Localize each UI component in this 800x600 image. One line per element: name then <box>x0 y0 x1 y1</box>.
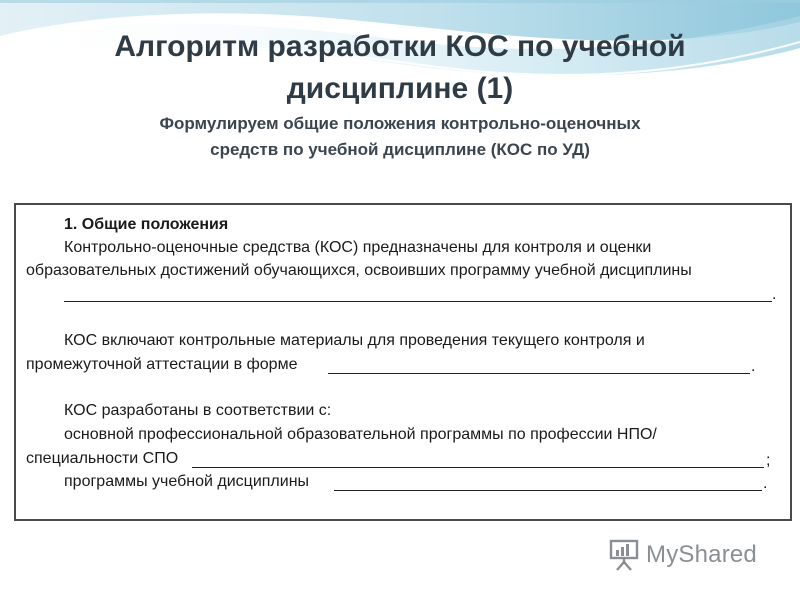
slide-subtitle <box>0 111 800 163</box>
slide-subtitle-line-1: Формулируем общие положения контрольно-оценочных <box>159 114 641 133</box>
fill-in-blank-2 <box>328 373 750 374</box>
watermark-text: MyShared <box>646 541 757 568</box>
slide-title <box>0 26 800 110</box>
paragraph-3-line-3-end: ; <box>766 452 771 469</box>
paragraph-3-line-4-end: . <box>763 475 768 492</box>
paragraph-3-line-4: программы учебной дисциплины <box>64 473 310 490</box>
document-excerpt <box>14 203 792 521</box>
slide-title-line-2: дисциплине (1) <box>286 72 514 105</box>
paragraph-2-line-1: КОС включают контрольные материалы для проведения текущего контроля и <box>64 332 645 349</box>
paragraph-2-line-2: промежуточной аттестации в форме <box>26 356 298 373</box>
paragraph-2-end: . <box>751 358 756 375</box>
paragraph-1-line-1: Контрольно-оценочные средства (КОС) предназначены для контроля и оценки <box>64 239 652 256</box>
slide-title-line-1: Алгоритм разработки КОС по учебной <box>114 30 686 63</box>
paragraph-1-end: . <box>772 286 777 303</box>
fill-in-blank-4 <box>334 490 762 491</box>
presentation-board-icon <box>608 538 640 572</box>
fill-in-blank-1 <box>64 301 772 302</box>
section-heading: 1. Общие положения <box>64 216 229 233</box>
paragraph-3-line-1: КОС разработаны в соответствии с: <box>64 402 332 419</box>
paragraph-3-line-2: основной профессиональной образовательной программы по профессии НПО/ <box>64 426 657 443</box>
fill-in-blank-3 <box>192 467 764 468</box>
myshared-watermark <box>608 537 757 573</box>
paragraph-3-line-3: специальности СПО <box>26 450 179 467</box>
slide-subtitle-line-2: средств по учебной дисциплине (КОС по УД) <box>210 140 590 159</box>
paragraph-1-line-2: образовательных достижений обучающихся, освоивших программу учебной дисциплины <box>26 262 692 279</box>
